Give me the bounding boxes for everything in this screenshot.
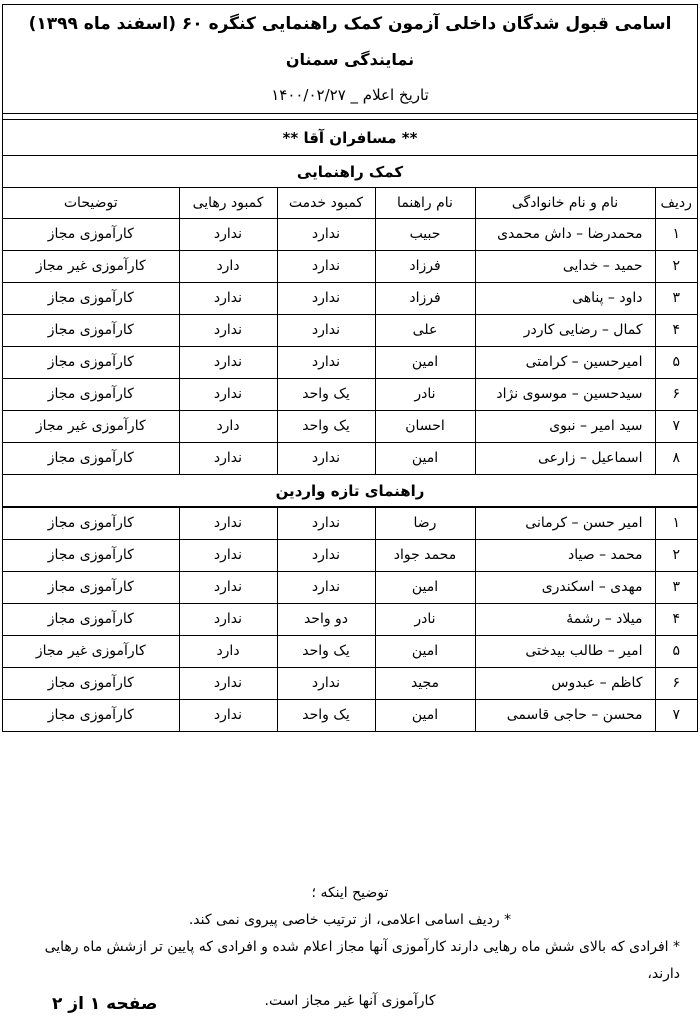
notes-heading: توضیح اینکه ؛ — [311, 885, 389, 901]
cell-notes: کارآموزی مجاز — [3, 699, 179, 731]
page-title: اسامی قبول شدگان داخلی آزمون کمک راهنمایی کنگره ۶۰ (اسفند ماه ۱۳۹۹) — [28, 14, 672, 34]
cell-notes: کارآموزی مجاز — [3, 378, 179, 410]
cell-notes: کارآموزی مجاز — [3, 667, 179, 699]
cell-service-shortfall: ندارد — [277, 507, 375, 539]
note-line: * ردیف اسامی اعلامی، از ترتیب خاصی پیروی نمی کند. — [188, 912, 512, 928]
cell-release-shortfall: دارد — [179, 250, 277, 282]
cell-guide-name: امین — [375, 635, 475, 667]
cell-service-shortfall: ندارد — [277, 282, 375, 314]
cell-full-name: میلاد – رشمهٔ — [475, 603, 655, 635]
cell-row-number: ۵ — [655, 346, 697, 378]
cell-notes: کارآموزی غیر مجاز — [3, 635, 179, 667]
table-row — [3, 603, 697, 635]
table-row — [3, 314, 697, 346]
cell-full-name: حمید – خدایی — [475, 250, 655, 282]
table-row — [3, 667, 697, 699]
cell-release-shortfall: ندارد — [179, 378, 277, 410]
cell-full-name: مهدی – اسکندری — [475, 571, 655, 603]
table-row — [3, 218, 697, 250]
cell-service-shortfall: ندارد — [277, 539, 375, 571]
col-header-service-shortfall: کمبود خدمت — [277, 188, 375, 218]
cell-service-shortfall: ندارد — [277, 667, 375, 699]
table-row — [3, 539, 697, 571]
cell-release-shortfall: ندارد — [179, 571, 277, 603]
cell-row-number: ۱ — [655, 507, 697, 539]
cell-guide-name: مجید — [375, 667, 475, 699]
cell-full-name: کمال – رضایی کاردر — [475, 314, 655, 346]
cell-notes: کارآموزی مجاز — [3, 571, 179, 603]
cell-release-shortfall: ندارد — [179, 699, 277, 731]
cell-guide-name: امین — [375, 571, 475, 603]
office-name: نمایندگی سمنان — [285, 50, 415, 69]
cell-service-shortfall: ندارد — [277, 218, 375, 250]
cell-service-shortfall: دو واحد — [277, 603, 375, 635]
cell-full-name: امیر حسن – کرمانی — [475, 507, 655, 539]
cell-release-shortfall: ندارد — [179, 346, 277, 378]
col-header-notes: توضیحات — [3, 188, 179, 218]
note-line: * افرادی که بالای شش ماه رهایی دارند کارآموزی آنها مجاز اعلام شده و افرادی که پایین تر ازشش ماه رهایی دارند، — [44, 939, 680, 982]
col-header-release-shortfall: کمبود رهایی — [179, 188, 277, 218]
table-row — [3, 442, 697, 474]
cell-notes: کارآموزی مجاز — [3, 218, 179, 250]
cell-release-shortfall: ندارد — [179, 314, 277, 346]
cell-guide-name: امین — [375, 699, 475, 731]
assistant-guide-table — [3, 188, 697, 475]
cell-full-name: محمدرضا – داش محمدی — [475, 218, 655, 250]
cell-notes: کارآموزی مجاز — [3, 314, 179, 346]
cell-row-number: ۷ — [655, 410, 697, 442]
page-number: صفحه ۱ از ۲ — [52, 994, 158, 1014]
cell-guide-name: احسان — [375, 410, 475, 442]
cell-full-name: محسن – حاجی قاسمی — [475, 699, 655, 731]
cell-release-shortfall: ندارد — [179, 539, 277, 571]
cell-guide-name: امین — [375, 346, 475, 378]
cell-notes: کارآموزی مجاز — [3, 442, 179, 474]
cell-row-number: ۷ — [655, 699, 697, 731]
cell-notes: کارآموزی غیر مجاز — [3, 410, 179, 442]
cell-row-number: ۸ — [655, 442, 697, 474]
section-title-newcomer-guide: راهنمای تازه واردین — [3, 475, 697, 507]
cell-notes: کارآموزی مجاز — [3, 539, 179, 571]
newcomer-guide-table — [3, 507, 697, 732]
cell-release-shortfall: ندارد — [179, 507, 277, 539]
cell-service-shortfall: ندارد — [277, 442, 375, 474]
cell-service-shortfall: یک واحد — [277, 378, 375, 410]
cell-release-shortfall: ندارد — [179, 603, 277, 635]
cell-service-shortfall: یک واحد — [277, 410, 375, 442]
cell-full-name: اسماعیل – زارعی — [475, 442, 655, 474]
cell-guide-name: علی — [375, 314, 475, 346]
cell-row-number: ۱ — [655, 218, 697, 250]
table-row — [3, 250, 697, 282]
cell-guide-name: فرزاد — [375, 282, 475, 314]
table-row — [3, 507, 697, 539]
table-row — [3, 378, 697, 410]
cell-guide-name: حبیب — [375, 218, 475, 250]
announcement-date: تاریخ اعلام _ ۱۴۰۰/۰۲/۲۷ — [271, 86, 429, 104]
table-row — [3, 346, 697, 378]
cell-notes: کارآموزی غیر مجاز — [3, 250, 179, 282]
cell-release-shortfall: ندارد — [179, 218, 277, 250]
section-title-assistant-guide: کمک راهنمایی — [3, 156, 697, 188]
table-row — [3, 699, 697, 731]
cell-row-number: ۳ — [655, 571, 697, 603]
table-row — [3, 635, 697, 667]
cell-row-number: ۲ — [655, 250, 697, 282]
table-row — [3, 410, 697, 442]
cell-guide-name: محمد جواد — [375, 539, 475, 571]
cell-row-number: ۴ — [655, 314, 697, 346]
col-header-full-name: نام و نام خانوادگی — [475, 188, 655, 218]
table-row — [3, 282, 697, 314]
cell-full-name: امیرحسین – کرامتی — [475, 346, 655, 378]
cell-service-shortfall: ندارد — [277, 346, 375, 378]
cell-service-shortfall: ندارد — [277, 571, 375, 603]
cell-row-number: ۶ — [655, 378, 697, 410]
cell-notes: کارآموزی مجاز — [3, 346, 179, 378]
cell-notes: کارآموزی مجاز — [3, 603, 179, 635]
cell-service-shortfall: یک واحد — [277, 699, 375, 731]
table-row — [3, 571, 697, 603]
cell-row-number: ۳ — [655, 282, 697, 314]
table-header-row — [3, 188, 697, 218]
col-header-row-number: ردیف — [655, 188, 697, 218]
cell-release-shortfall: دارد — [179, 635, 277, 667]
cell-release-shortfall: دارد — [179, 410, 277, 442]
cell-notes: کارآموزی مجاز — [3, 282, 179, 314]
cell-guide-name: امین — [375, 442, 475, 474]
cell-full-name: کاظم – عبدوس — [475, 667, 655, 699]
cell-full-name: امیر – طالب بیدختی — [475, 635, 655, 667]
cell-service-shortfall: یک واحد — [277, 635, 375, 667]
cell-guide-name: رضا — [375, 507, 475, 539]
cell-row-number: ۵ — [655, 635, 697, 667]
cell-guide-name: نادر — [375, 378, 475, 410]
cell-full-name: محمد – صیاد — [475, 539, 655, 571]
cell-row-number: ۴ — [655, 603, 697, 635]
cell-release-shortfall: ندارد — [179, 667, 277, 699]
col-header-guide-name: نام راهنما — [375, 188, 475, 218]
cell-full-name: سید امیر – نبوی — [475, 410, 655, 442]
cell-row-number: ۲ — [655, 539, 697, 571]
cell-row-number: ۶ — [655, 667, 697, 699]
sheet-header — [3, 5, 697, 114]
note-line: کارآموزی آنها غیر مجاز است. — [264, 993, 436, 1009]
group-title: ** مسافران آقا ** — [3, 120, 697, 156]
cell-release-shortfall: ندارد — [179, 282, 277, 314]
results-sheet — [2, 4, 698, 732]
cell-full-name: سیدحسین – موسوی نژاد — [475, 378, 655, 410]
cell-service-shortfall: ندارد — [277, 250, 375, 282]
cell-notes: کارآموزی مجاز — [3, 507, 179, 539]
cell-guide-name: فرزاد — [375, 250, 475, 282]
cell-release-shortfall: ندارد — [179, 442, 277, 474]
cell-service-shortfall: ندارد — [277, 314, 375, 346]
cell-guide-name: نادر — [375, 603, 475, 635]
cell-full-name: داود – پناهی — [475, 282, 655, 314]
